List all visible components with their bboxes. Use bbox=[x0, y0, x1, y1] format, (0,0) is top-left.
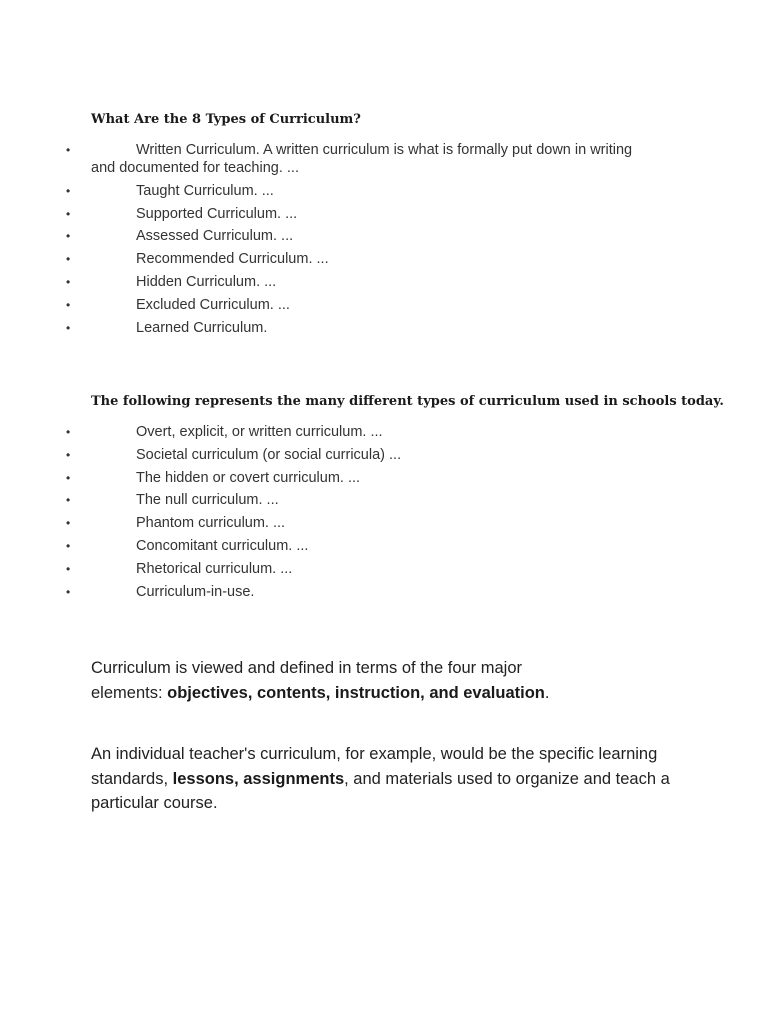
list-item-text: Phantom curriculum. ... bbox=[136, 515, 286, 532]
paragraph-text: . bbox=[544, 683, 550, 702]
bullet-icon: • bbox=[66, 229, 71, 244]
list-item bbox=[0, 319, 768, 337]
bullet-icon: • bbox=[66, 143, 71, 157]
bullet-icon: • bbox=[66, 297, 71, 312]
list-item-text: Societal curriculum (or social curricula) ... bbox=[136, 446, 402, 463]
list-item-text: The hidden or covert curriculum. ... bbox=[136, 469, 361, 486]
list-item bbox=[0, 227, 768, 245]
list-item bbox=[0, 250, 768, 268]
bullet-icon: • bbox=[66, 206, 71, 221]
list-item-text-continued: and documented for teaching. ... bbox=[91, 160, 299, 176]
list-item bbox=[0, 537, 768, 555]
list-item bbox=[0, 296, 768, 314]
bullet-icon: • bbox=[66, 252, 71, 267]
bullet-icon: • bbox=[66, 516, 71, 531]
list-item bbox=[0, 423, 768, 441]
list-item bbox=[0, 141, 768, 177]
bullet-icon: • bbox=[66, 561, 71, 576]
school-curriculum-types-list bbox=[0, 423, 768, 605]
bullet-icon: • bbox=[66, 470, 71, 485]
bullet-icon: • bbox=[66, 584, 71, 599]
list-item-text: Excluded Curriculum. ... bbox=[136, 296, 290, 313]
list-item-text: Assessed Curriculum. ... bbox=[136, 228, 294, 245]
paragraph-teacher-curriculum bbox=[91, 742, 691, 816]
list-item-text: Recommended Curriculum. ... bbox=[136, 251, 329, 268]
list-item-text: Rhetorical curriculum. ... bbox=[136, 560, 293, 577]
list-item-text: Supported Curriculum. ... bbox=[136, 205, 298, 222]
list-item-text: Curriculum-in-use. bbox=[136, 583, 255, 600]
list-item bbox=[0, 273, 768, 291]
list-item bbox=[0, 182, 768, 200]
section-heading-curriculum-in-schools: The following represents the many different types of curriculum used in schools today. bbox=[91, 394, 724, 409]
list-item bbox=[0, 514, 768, 532]
list-item-text: Written Curriculum. A written curriculum is what is formally put down in writing bbox=[136, 142, 633, 158]
list-item-text: Hidden Curriculum. ... bbox=[136, 273, 277, 290]
list-item-text: Concomitant curriculum. ... bbox=[136, 537, 309, 554]
list-item-text: Taught Curriculum. ... bbox=[136, 182, 274, 199]
bullet-icon: • bbox=[66, 274, 71, 289]
bullet-icon: • bbox=[66, 183, 71, 198]
list-item-text: Overt, explicit, or written curriculum. ... bbox=[136, 424, 383, 440]
list-item bbox=[0, 583, 768, 601]
paragraph-bold-text: objectives, contents, instruction, and evaluation bbox=[167, 683, 545, 702]
paragraph-text: An individual teacher's curriculum, for example, would be the specific learning standards, bbox=[91, 745, 658, 788]
bullet-icon: • bbox=[66, 425, 71, 439]
list-item-text: Learned Curriculum. bbox=[136, 319, 268, 336]
list-item bbox=[0, 560, 768, 578]
paragraph-text: , and materials used to organize and teach a particular course. bbox=[91, 769, 670, 812]
list-item-text: The null curriculum. ... bbox=[136, 492, 279, 509]
section-heading-types-of-curriculum: What Are the 8 Types of Curriculum? bbox=[91, 112, 361, 127]
bullet-icon: • bbox=[66, 447, 71, 462]
curriculum-types-list bbox=[0, 141, 768, 341]
list-item bbox=[0, 205, 768, 223]
list-item bbox=[0, 491, 768, 509]
list-item bbox=[0, 469, 768, 487]
bullet-icon: • bbox=[66, 538, 71, 553]
paragraph-text: elements: bbox=[91, 683, 168, 702]
list-item bbox=[0, 446, 768, 464]
bullet-icon: • bbox=[66, 493, 71, 508]
bullet-icon: • bbox=[66, 320, 71, 335]
paragraph-curriculum-elements bbox=[91, 656, 691, 705]
paragraph-bold-text: lessons, assignments bbox=[172, 769, 345, 788]
paragraph-text: Curriculum is viewed and defined in terms of the four major bbox=[91, 659, 523, 677]
